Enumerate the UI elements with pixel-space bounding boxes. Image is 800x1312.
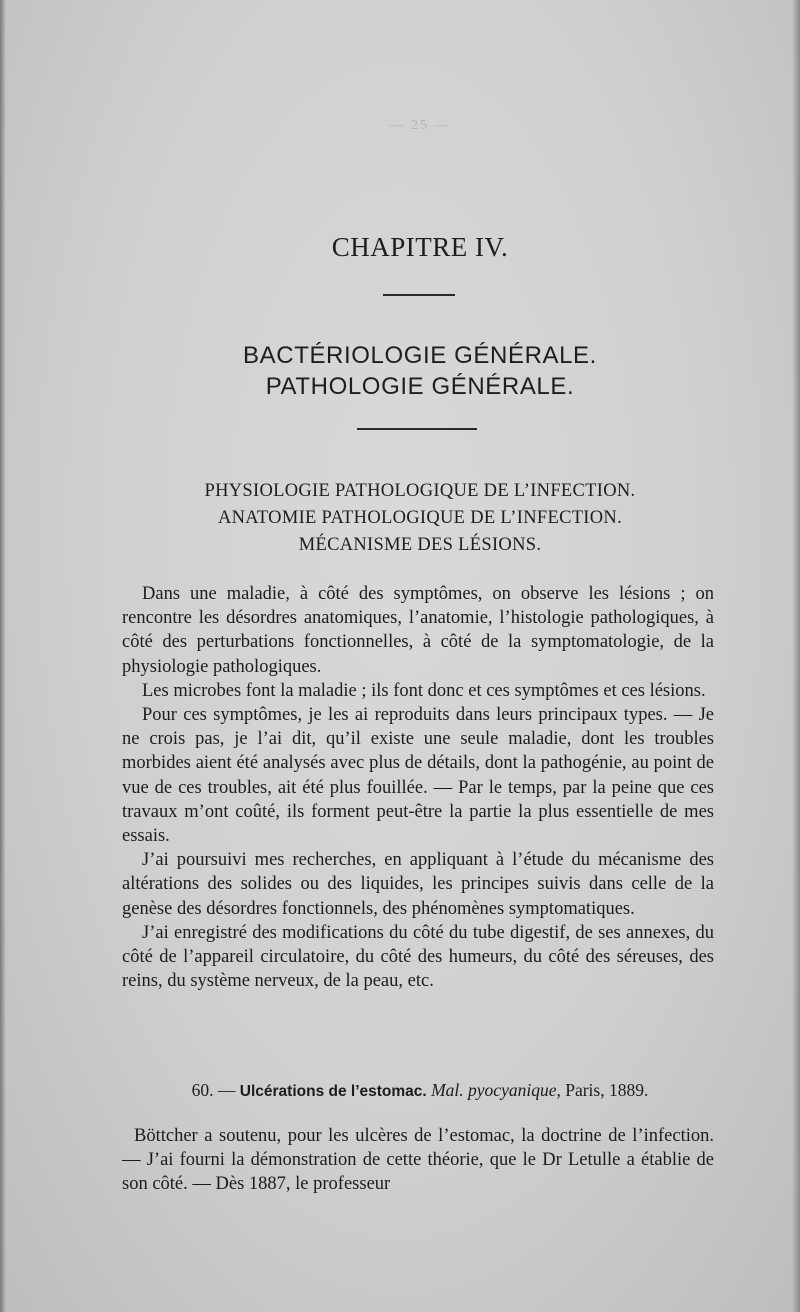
paragraph: J’ai poursuivi mes recherches, en appliquant à l’étude du mécanisme des altérations des solides ou des liquides, les principes suivis dans celle de la genèse des désordres fonctionnels, des phénomènes symptomatiques. [122, 850, 714, 919]
paragraph: Dans une maladie, à côté des symptômes, on observe les lésions ; on rencontre les désordres anatomiques, l’anatomie, l’histologie pathologiques, à côté des perturbations fonctionnelles, à côté de la symptomatologie, de la physiologie pathologiques. [122, 584, 714, 677]
subsection-title-line: ANATOMIE PATHOLOGIQUE DE L’INFECTION. [217, 508, 623, 528]
page-edge-shadow-right [792, 0, 800, 1312]
body-text [122, 582, 714, 993]
paragraph: Böttcher a soutenu, pour les ulcères de l’estomac, la doctrine de l’infection. — J’ai fourni la démonstration de cette théorie, que le Dr Letulle a établie de son côté. — Dès 1887, le professeur [122, 1126, 714, 1195]
subsection-title-line: MÉCANISME DES LÉSIONS. [298, 535, 542, 555]
chapter-title: CHAPITRE IV. [331, 232, 509, 262]
divider-rule [383, 294, 455, 296]
paragraph: J’ai enregistré des modifications du côté du tube digestif, de ses annexes, du côté de l’appareil circulatoire, du côté des humeurs, du côté des séreuses, des reins, du système nerveux, de la peau, etc. [122, 922, 714, 992]
page-edge-shadow-left [0, 0, 6, 1312]
bibliography-entry [0, 1080, 800, 1101]
section-title-line: PATHOLOGIE GÉNÉRALE. [265, 373, 575, 400]
page-number: — 25 — [389, 118, 451, 133]
section-title [0, 340, 800, 402]
subsection-title [0, 478, 800, 559]
entry-source: Mal. pyocyanique [431, 1080, 557, 1100]
divider-rule [357, 428, 477, 430]
entry-title: Ulcérations de l’estomac. [239, 1083, 427, 1100]
paragraph: Pour ces symptômes, je les ai reproduits dans leurs principaux types. — Je ne crois pas, je l’ai dit, qu’il existe une seule maladie, dont les troubles morbides aient été analysés avec plus de détails, dont la pathogénie, au point de vue de ces troubles, ait été plus fouillée. — Par le temps, par la peine que ces travaux m’ont coûté, ils forment peut-être la partie la plus essentielle de mes essais. [122, 705, 714, 847]
entry-number: 60. — [191, 1080, 240, 1100]
subsection-title-line: PHYSIOLOGIE PATHOLOGIQUE DE L’INFECTION. [204, 481, 636, 501]
paragraph: Les microbes font la maladie ; ils font donc et ces symptômes et ces lésions. [142, 680, 706, 701]
section-title-line: BACTÉRIOLOGIE GÉNÉRALE. [243, 342, 597, 369]
entry-body-text [122, 1124, 714, 1197]
entry-place-year: , Paris, 1889. [556, 1080, 649, 1100]
